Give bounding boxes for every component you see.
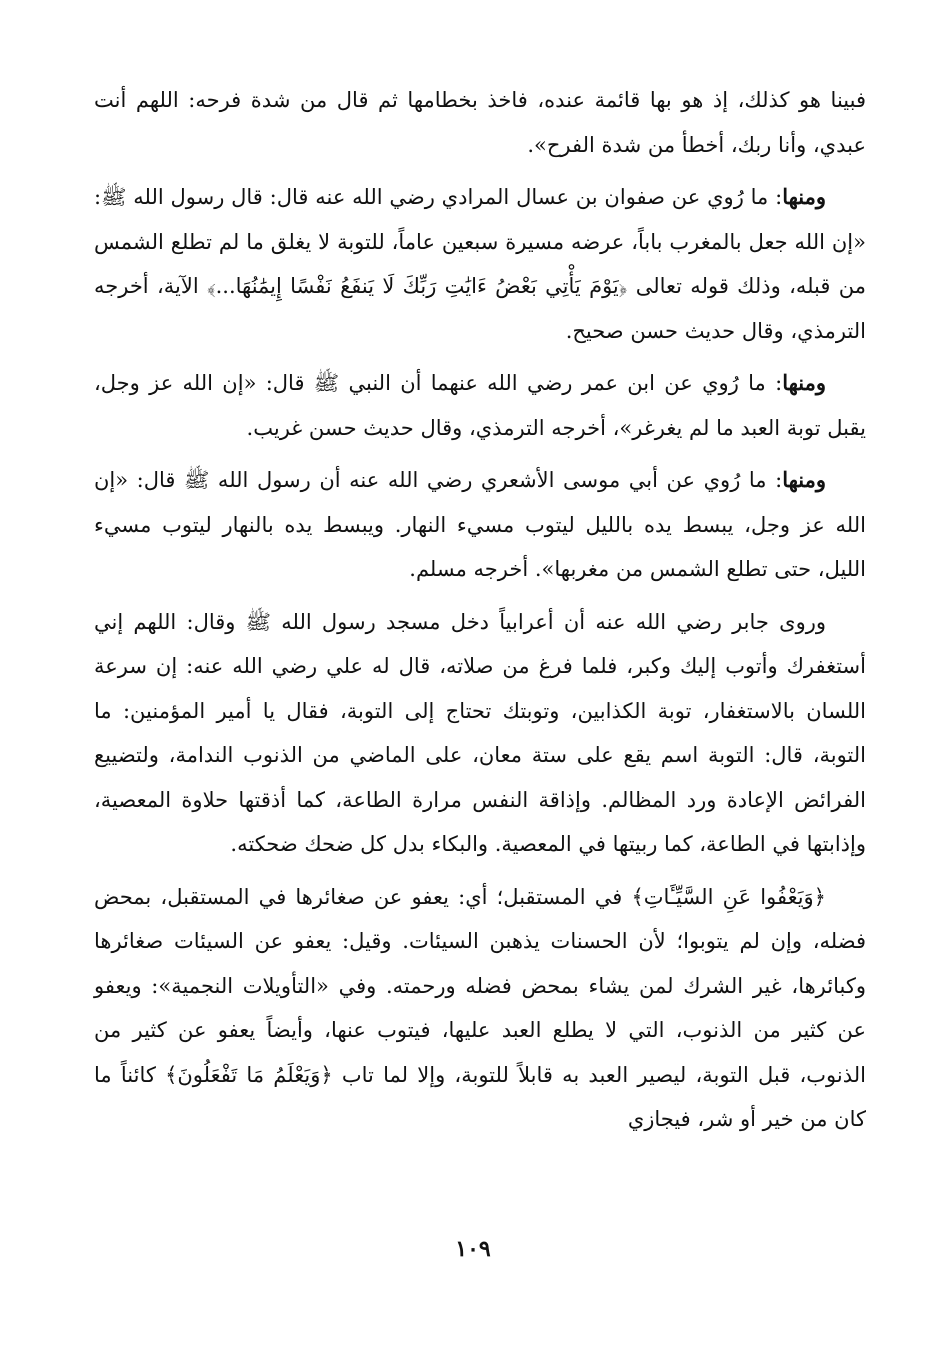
paragraph-lead: ومنها xyxy=(782,370,826,395)
paragraph-text: ﴿وَيَعْفُوا عَنِ السَّيِّـَٔاتِ﴾ في المستقبل؛ أي: يعفو عن صغائرها في المستقبل، بمحض فضله، وإن لم يتوبوا؛ لأن الحسنات يذهبن السيئات. وقيل: يعفو عن السيئات صغائرها وكبائرها، غير الشرك لمن يشاء بمحض فضله ورحمته. وفي «التأويلات النجمية»: ويعفو عن كثير من الذنوب، التي لا يطلع العبد عليها، فيتوب عنها، وأيضاً يعفو عن كثير من الذنوب، قبل التوبة، ليصير العبد به قابلاً للتوبة، وإلا لما تاب ﴿وَيَعْلَمُ مَا تَفْعَلُونَ﴾ كائناً ما كان من خير أو شر، فيجازي xyxy=(94,884,866,1131)
paragraph-lead: ومنها xyxy=(782,467,827,492)
paragraph-text: : ما رُوي عن أبي موسى الأشعري رضي الله عنه أن رسول الله ﷺ قال: «إن الله عز وجل، يبسط يده بالليل ليتوب مسيء النهار. ويبسط يده بالنهار ليتوب مسيء الليل، حتى تطلع الشمس من مغربها». أخرجه مسلم. xyxy=(94,468,866,581)
paragraph-text: وروى جابر رضي الله عنه أن أعرابياً دخل مسجد رسول الله ﷺ وقال: اللهم إني أستغفرك وأتوب إليك وكبر، فلما فرغ من صلاته، قال له علي رضي الله عنه: إن سرعة اللسان بالاستغفار، توبة الكذابين، وتوبتك تحتاج إلى التوبة، فقال يا أمير المؤمنين: ما التوبة، قال: التوبة اسم يقع على ستة معان، على الماضي من الذنوب الندامة، ولتضييع الفرائض الإعادة ورد المظالم. وإذاقة النفس مرارة الطاعة، كما أذقتها حلاوة المعصية، وإذابتها في الطاعة، كما ربيتها في المعصية. والبكاء بدل كل ضحك ضحكته. xyxy=(94,609,866,856)
page-body xyxy=(94,78,866,1142)
paragraph-6 xyxy=(94,875,866,1142)
paragraph-text: فبينا هو كذلك، إذ هو بها قائمة عنده، فاخذ بخطامها ثم قال من شدة فرحه: اللهم أنت عبدي، وأنا ربك، أخطأ من شدة الفرح». xyxy=(94,88,866,157)
paragraph-4 xyxy=(94,458,866,592)
page-number: ١٠٩ xyxy=(455,1236,491,1262)
paragraph-5 xyxy=(94,600,866,867)
paragraph-3 xyxy=(94,361,866,450)
paragraph-text: : ما رُوي عن صفوان بن عسال المرادي رضي الله عنه قال: قال رسول الله ﷺ: «إن الله جعل بالمغرب باباً، عرضه مسيرة سبعين عاماً، للتوبة لا يغلق ما لم تطلع الشمس من قبله، وذلك قوله تعالى ﴿يَوْمَ يَأْتِي بَعْضُ ءَايَٰتِ رَبِّكَ لَا يَنفَعُ نَفْسًا إِيمَٰنُهَا...﴾ الآية، أخرجه الترمذي، وقال حديث حسن صحيح. xyxy=(94,185,866,343)
paragraph-lead: ومنها xyxy=(782,184,826,209)
paragraph-1 xyxy=(94,78,866,167)
paragraph-2 xyxy=(94,175,866,353)
paragraph-text: : ما رُوي عن ابن عمر رضي الله عنهما أن النبي ﷺ قال: «إن الله عز وجل، يقبل توبة العبد ما لم يغرغر»، أخرجه الترمذي، وقال حديث حسن غريب. xyxy=(94,371,866,440)
